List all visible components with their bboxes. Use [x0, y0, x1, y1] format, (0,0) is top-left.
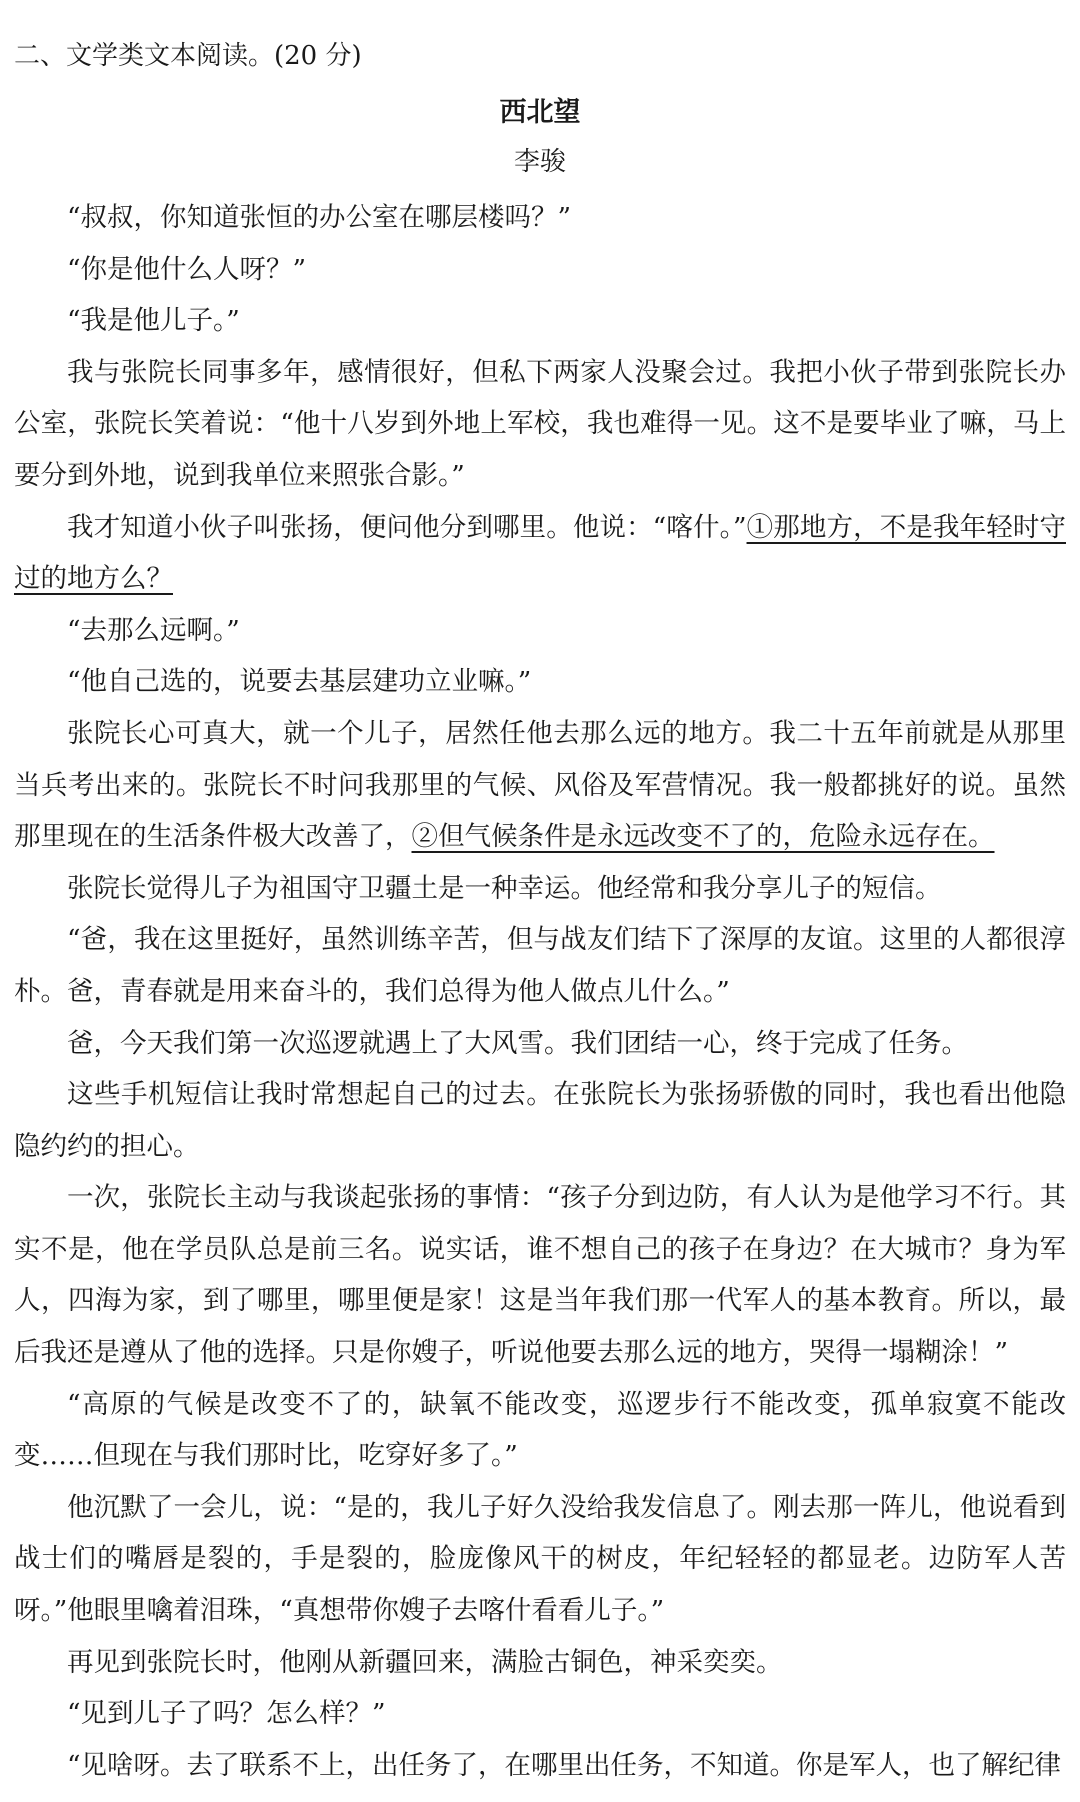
- section-heading: 二、文学类文本阅读。(20 分): [14, 41, 362, 71]
- paragraph: “他自己选的，说要去基层建功立业嘛。”: [67, 666, 532, 698]
- paragraph: “我是他儿子。”: [67, 305, 240, 337]
- paragraph: 爸，今天我们第一次巡逻就遇上了大风雪。我们团结一心，终于完成了任务。: [67, 1027, 968, 1059]
- paragraph: “见到儿子了吗？怎么样？”: [67, 1698, 386, 1730]
- paragraph: 他沉默了一会儿，说：“是的，我儿子好久没给我发信息了。刚去那一阵儿，他说看到战士们的嘴唇是裂的，手是裂的，脸庞像风干的树皮，年纪轻轻的都显老。边防军人苦呀。”他眼里噙着泪珠，“真想带你嫂子去喀什看看儿子。”: [14, 1491, 1066, 1627]
- paragraph: 张院长觉得儿子为祖国守卫疆土是一种幸运。他经常和我分享儿子的短信。: [67, 872, 942, 904]
- paragraph: 一次，张院长主动与我谈起张扬的事情：“孩子分到边防，有人认为是他学习不行。其实不是，他在学员队总是前三名。说实话，谁不想自己的孩子在身边？在大城市？身为军人，四海为家，到了哪里，哪里便是家！这是当年我们那一代军人的基本教育。所以，最后我还是遵从了他的选择。只是你嫂子，听说他要去那么远的地方，哭得一塌糊涂！”: [14, 1182, 1066, 1369]
- paragraph: “爸，我在这里挺好，虽然训练辛苦，但与战友们结下了深厚的友谊。这里的人都很淳朴。爸，青春就是用来奋斗的，我们总得为他人做点儿什么。”: [14, 924, 1066, 1007]
- underlined-sentence-2: ②但气候条件是永远改变不了的，危险永远存在。: [411, 821, 995, 853]
- paragraph: “叔叔，你知道张恒的办公室在哪层楼吗？”: [67, 202, 572, 233]
- article-body: [14, 192, 1066, 1791]
- article-author: 李骏: [513, 147, 566, 177]
- paragraph: 这些手机短信让我时常想起自己的过去。在张院长为张扬骄傲的同时，我也看出他隐隐约约的担心。: [14, 1079, 1066, 1162]
- paragraph: “高原的气候是改变不了的，缺氧不能改变，巡逻步行不能改变，孤单寂寞不能改变……但现在与我们那时比，吃穿好多了。”: [14, 1388, 1066, 1472]
- paragraph: 我才知道小伙子叫张扬，便问他分到哪里。他说：“喀什。”①那地方，不是我年轻时守过的地方么？: [14, 511, 1066, 595]
- paragraph: “见啥呀。去了联系不上，出任务了，在哪里出任务，不知道。你是军人，也了解纪律: [67, 1749, 1062, 1781]
- paragraph: 再见到张院长时，他刚从新疆回来，满脸古铜色，神采奕奕。: [67, 1646, 783, 1678]
- paragraph: 张院长心可真大，就一个儿子，居然任他去那么远的地方。我二十五年前就是从那里当兵考出来的。张院长不时问我那里的气候、风俗及军营情况。我一般都挑好的说。虽然那里现在的生活条件极大改善了，②但气候条件是永远改变不了的，危险永远存在。: [14, 717, 1066, 853]
- paragraph: “你是他什么人呀？”: [67, 253, 307, 285]
- paragraph: 我与张院长同事多年，感情很好，但私下两家人没聚会过。我把小伙子带到张院长办公室，张院长笑着说：“他十八岁到外地上军校，我也难得一见。这不是要毕业了嘛，马上要分到外地，说到我单位来照张合影。”: [14, 356, 1066, 491]
- paragraph: “去那么远啊。”: [67, 614, 240, 646]
- underlined-sentence-1: ①那地方，不是我年轻时守过的地方么？: [14, 511, 1066, 595]
- article-title: 西北望: [499, 97, 581, 128]
